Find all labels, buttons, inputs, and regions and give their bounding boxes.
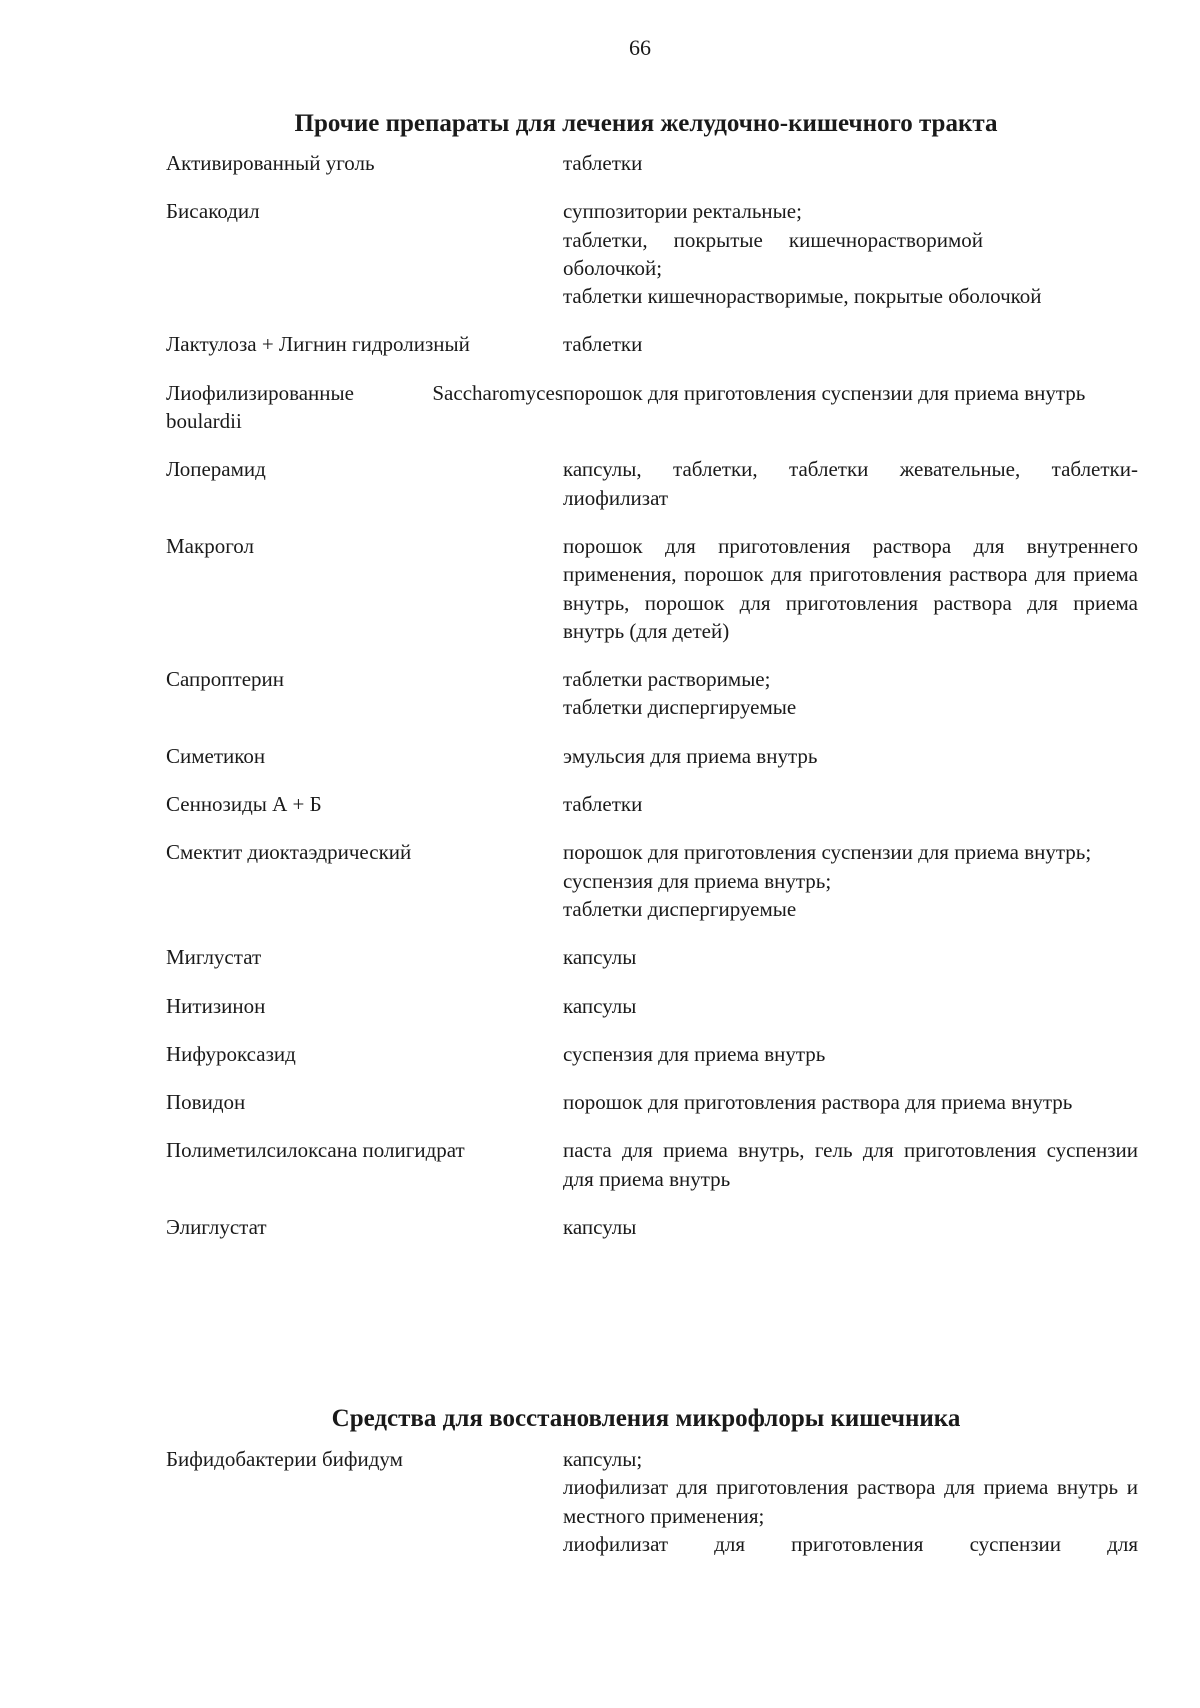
dosage-forms bbox=[563, 197, 1138, 310]
list-item bbox=[166, 1213, 1138, 1241]
section-title: Прочие препараты для лечения желудочно-кишечного тракта bbox=[294, 110, 998, 137]
list-item bbox=[166, 330, 1138, 358]
drug-name: Лактулоза + Лигнин гидролизный bbox=[166, 332, 470, 357]
list-item bbox=[166, 742, 1138, 770]
dosage-forms bbox=[563, 1136, 1138, 1193]
dosage-form: порошок для приготовления суспензии для приема внутрь; bbox=[563, 840, 1092, 865]
list-item bbox=[166, 197, 1138, 310]
dosage-form: таблетки кишечнорастворимые, покрытые оболочкой bbox=[563, 284, 1042, 309]
dosage-form: капсулы bbox=[563, 945, 637, 970]
dosage-forms bbox=[563, 665, 1138, 722]
dosage-form: лиофилизат для приготовления раствора для приема внутрь и местного применения; bbox=[563, 1475, 1138, 1528]
drug-name: Макрогол bbox=[166, 533, 254, 558]
drug-name: Симетикон bbox=[166, 743, 266, 768]
dosage-form: капсулы; bbox=[563, 1447, 643, 1471]
dosage-forms bbox=[563, 790, 1138, 818]
drug-name: Повидон bbox=[166, 1090, 246, 1115]
drug-name: Сеннозиды А + Б bbox=[166, 792, 322, 817]
dosage-forms bbox=[563, 330, 1138, 358]
dosage-form: суппозитории ректальные; bbox=[563, 199, 802, 224]
dosage-form: порошок для приготовления суспензии для приема внутрь bbox=[563, 380, 1086, 405]
drug-list bbox=[166, 149, 1138, 1261]
dosage-forms bbox=[563, 1213, 1138, 1241]
dosage-form: паста для приема внутрь, гель для приготовления суспензии для приема внутрь bbox=[563, 1138, 1138, 1191]
dosage-forms bbox=[563, 379, 1138, 436]
dosage-forms bbox=[563, 838, 1138, 923]
dosage-forms bbox=[563, 742, 1138, 770]
dosage-form: капсулы bbox=[563, 993, 637, 1018]
drug-name: Нифуроксазид bbox=[166, 1041, 296, 1066]
drug-name: Смектит диоктаэдрический bbox=[166, 840, 412, 865]
list-item bbox=[166, 1445, 1138, 1558]
dosage-form: капсулы bbox=[563, 1215, 637, 1240]
dosage-form: таблетки bbox=[563, 332, 643, 357]
dosage-form: таблетки диспергируемые bbox=[563, 695, 797, 720]
dosage-form: суспензия для приема внутрь; bbox=[563, 868, 832, 893]
dosage-forms bbox=[563, 1088, 1138, 1116]
dosage-form: суспензия для приема внутрь bbox=[563, 1041, 826, 1066]
dosage-forms bbox=[563, 455, 1138, 512]
dosage-form: лиофилизат для приготовления суспензии для bbox=[563, 1531, 1138, 1556]
drug-name: Сапроптерин bbox=[166, 667, 285, 692]
dosage-form: порошок для приготовления раствора для внутреннего применения, порошок для приготовления раствора для приема внутрь, порошок для приготовления раствора для приема внутрь (для детей) bbox=[563, 533, 1138, 643]
dosage-forms bbox=[563, 943, 1138, 971]
drug-name: Элиглустат bbox=[166, 1215, 267, 1240]
drug-name: Активированный уголь bbox=[166, 151, 375, 175]
list-item bbox=[166, 943, 1138, 971]
dosage-form: таблетки bbox=[563, 151, 643, 175]
list-item bbox=[166, 838, 1138, 923]
list-item bbox=[166, 532, 1138, 645]
dosage-form: таблетки, покрытые кишечнорастворимой оболочкой; bbox=[563, 227, 983, 280]
list-item bbox=[166, 379, 1138, 436]
list-item bbox=[166, 992, 1138, 1020]
drug-name: Лоперамид bbox=[166, 457, 266, 482]
drug-name: Миглустат bbox=[166, 945, 262, 970]
page-number: 66 bbox=[629, 35, 651, 60]
dosage-forms bbox=[563, 149, 1138, 177]
drug-name: Полиметилсилоксана полигидрат bbox=[166, 1138, 465, 1163]
dosage-form: таблетки растворимые; bbox=[563, 667, 771, 692]
list-item bbox=[166, 149, 1138, 177]
drug-name: Нитизинон bbox=[166, 993, 266, 1018]
dosage-form: порошок для приготовления раствора для приема внутрь bbox=[563, 1090, 1073, 1115]
dosage-forms bbox=[563, 1040, 1138, 1068]
dosage-form: капсулы, таблетки, таблетки жевательные, таблетки-лиофилизат bbox=[563, 457, 1138, 510]
drug-name: Бифидобактерии бифидум bbox=[166, 1447, 403, 1471]
list-item bbox=[166, 1136, 1138, 1193]
dosage-form: эмульсия для приема внутрь bbox=[563, 743, 818, 768]
section-title: Средства для восстановления микрофлоры кишечника bbox=[331, 1405, 961, 1432]
dosage-form: таблетки диспергируемые bbox=[563, 896, 797, 921]
drug-list bbox=[166, 1445, 1138, 1578]
drug-name: Лиофилизированные Saccharomyces boulardii bbox=[166, 380, 563, 434]
dosage-form: таблетки bbox=[563, 792, 643, 817]
dosage-forms bbox=[563, 532, 1138, 645]
list-item bbox=[166, 790, 1138, 818]
list-item bbox=[166, 665, 1138, 722]
list-item bbox=[166, 1088, 1138, 1116]
drug-name: Бисакодил bbox=[166, 199, 260, 224]
list-item bbox=[166, 455, 1138, 512]
dosage-forms bbox=[563, 1445, 1138, 1558]
list-item bbox=[166, 1040, 1138, 1068]
dosage-forms bbox=[563, 992, 1138, 1020]
